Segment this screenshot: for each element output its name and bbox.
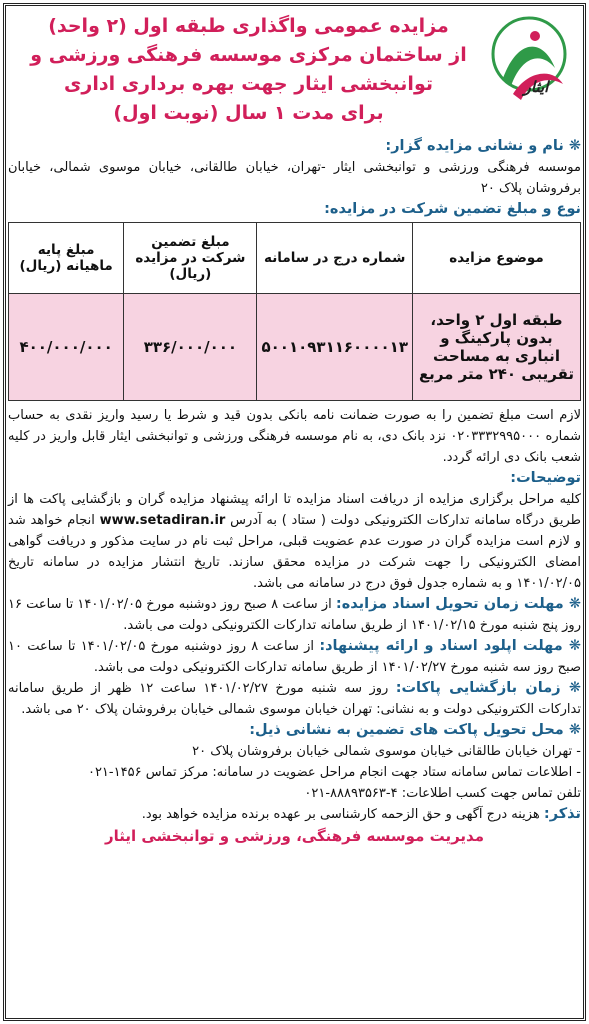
title-line: از ساختمان مرکزی موسسه فرهنگی ورزشی و — [30, 44, 467, 66]
table-cell-subject: طبقه اول ۲ واحد، بدون پارکینگ و انباری به مساحت تقریبی ۲۴۰ متر مربع — [412, 294, 580, 401]
table-header: مبلغ پایه ماهیانه (ریال) — [9, 223, 124, 294]
guarantee-heading: نوع و مبلغ تضمین شرکت در مزایده: — [324, 201, 581, 217]
setad-url-link[interactable]: www.setadiran.ir — [99, 513, 226, 528]
guarantee-instructions: لازم است مبلغ تضمین را به صورت ضمانت نامه بانکی بدون قید و شرط یا رسید واریز نقدی به حساب شماره ۰۲۰۳۳۳۲۹۹۵۰۰۰ نزد بانک دی، به نام موسسه فرهنگی ورزشی و توانبخشی ایثار قابل واریز در کلیه شعب بانک دی ارائه گردد. — [8, 408, 581, 465]
title-line: توانبخشی ایثار جهت بهره برداری اداری — [63, 73, 433, 95]
notes-text: کلیه مراحل برگزاری مزایده از دریافت اسناد مزایده تا ارائه پیشنهاد مزایده گران و بازگشایی پاکت ها از طریق درگاه سامانه تدارکات الکترونیکی دولت ( ستاد ) به آدرس www.setadiran.ir انجام خواهد شد و لازم است مزایده گران در صورت عدم عضویت قبلی، مراحل ثبت نام در سایت مذکور و دریافت گواهی امضای الکترونیکی را جهت شرکت در مزایده محقق سازند. تاریخ انتشار مزایده در سامانه تاریخ ۱۴۰۱/۰۲/۰۵ و به شماره جدول فوق درج در سامانه می باشد. — [8, 492, 581, 591]
page-title — [16, 12, 481, 128]
table-cell-number: ۵۰۰۱۰۹۳۱۱۶۰۰۰۰۱۳ — [257, 294, 412, 401]
address-heading: ❋ نام و نشانی مزایده گزار: — [385, 138, 581, 154]
table-header: شماره درج در سامانه — [257, 223, 412, 294]
table-header: مبلغ تضمین شرکت در مزایده (ریال) — [124, 223, 257, 294]
delivery-address: - تهران خیابان طالقانی خیابان موسوی شمالی خیابان برفروشان پلاک ۲۰ — [192, 744, 581, 759]
setad-contact: - اطلاعات تماس سامانه ستاد جهت انجام مراحل عضویت در سامانه: مرکز تماس ۱۴۵۶-۰۲۱ — [87, 765, 581, 780]
doc-deadline: ❋ مهلت زمان تحویل اسناد مزایده: از ساعت ۸ صبح روز دوشنبه مورخ ۱۴۰۱/۰۲/۰۵ تا ساعت ۱۶ روز پنج شنبه مورخ ۱۴۰۱/۰۲/۱۵ از طریق سامانه تدارکات الکترونیکی دولت می باشد. — [8, 596, 581, 633]
title-line: برای مدت ۱ سال (نوبت اول) — [113, 102, 384, 124]
delivery-heading: ❋ محل تحویل پاکت های تضمین به نشانی ذیل: — [249, 722, 581, 738]
table-row — [9, 294, 581, 401]
address-text: موسسه فرهنگی ورزشی و توانبخشی ایثار -تهران، خیابان طالقانی، خیابان موسوی شمالی، خیابان برفروشان پلاک ۲۰ — [8, 160, 581, 196]
logo-text: ایثار — [523, 78, 549, 96]
auction-table — [8, 222, 581, 401]
table-cell-base-price: ۴۰۰/۰۰۰/۰۰۰ — [9, 294, 124, 401]
upload-deadline: ❋ مهلت اپلود اسناد و ارائه پیشنهاد: از ساعت ۸ روز دوشنبه مورخ ۱۴۰۱/۰۲/۰۵ تا ساعت ۱۰ صبح روز سه شنبه مورخ ۱۴۰۱/۰۲/۲۷ از طریق سامانه تدارکات الکترونیکی دولت می باشد. — [8, 638, 582, 675]
table-cell-guarantee: ۳۳۶/۰۰۰/۰۰۰ — [124, 294, 257, 401]
isar-logo-icon — [483, 8, 575, 128]
signature: مدیریت موسسه فرهنگی، ورزشی و توانبخشی ایثار — [104, 827, 485, 845]
header — [8, 6, 581, 136]
notes-heading: توضیحات: — [510, 470, 581, 486]
title-line: مزایده عمومی واگذاری طبقه اول (۲ واحد) — [48, 15, 449, 37]
table-header: موضوع مزایده — [412, 223, 580, 294]
opening-time: ❋ زمان بازگشایی پاکات: روز سه شنبه مورخ ۱۴۰۱/۰۲/۲۷ ساعت ۱۲ ظهر از طریق سامانه تدارکات الکترونیکی دولت و به نشانی: تهران خیابان موسوی شمالی خیابان برفروشان پلاک ۲۰ می باشد. — [8, 680, 581, 717]
info-phone: تلفن تماس جهت کسب اطلاعات: ۴-۸۸۸۹۳۵۶۳-۰۲۱ — [304, 786, 581, 801]
reminder: تذکر: هزینه درج آگهی و حق الزحمه کارشناسی بر عهده برنده مزایده خواهد بود. — [141, 806, 581, 822]
